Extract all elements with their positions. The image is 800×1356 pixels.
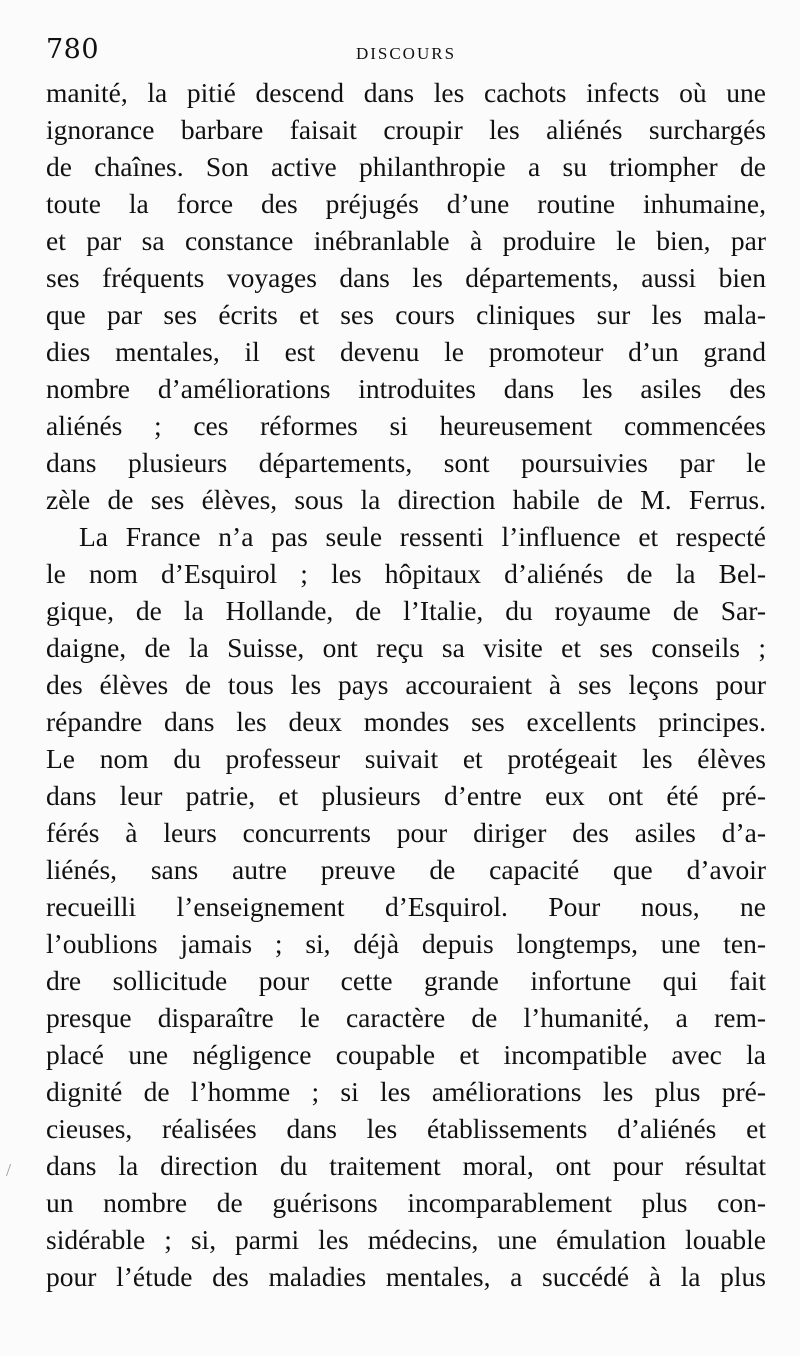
page-header [46, 34, 766, 74]
text-line: cieuses, réalisées dans les établissements d’aliénés et [46, 1113, 766, 1144]
text-line: et par sa constance inébranlable à produire le bien, par [46, 225, 766, 256]
text-line: ses fréquents voyages dans les départements, aussi bien [46, 262, 766, 293]
text-line: pour l’étude des maladies mentales, a succédé à la plus [46, 1261, 766, 1292]
text-line: le nom d’Esquirol ; les hôpitaux d’aliénés de la Bel- [46, 558, 766, 589]
text-line: ignorance barbare faisait croupir les aliénés surchargés [46, 114, 766, 145]
text-line: Le nom du professeur suivait et protégeait les élèves [46, 743, 766, 774]
text-line: liénés, sans autre preuve de capacité que d’avoir [46, 854, 766, 885]
text-line: des élèves de tous les pays accouraient à ses leçons pour [46, 669, 766, 700]
text-line: dans leur patrie, et plusieurs d’entre eux ont été pré- [46, 780, 766, 811]
text-line: dans la direction du traitement moral, ont pour résultat [46, 1150, 766, 1181]
body-text [46, 74, 766, 1295]
text-line: de chaînes. Son active philanthropie a su triompher de [46, 151, 766, 182]
text-line: férés à leurs concurrents pour diriger des asiles d’a- [46, 817, 766, 848]
running-head: DISCOURS [355, 44, 457, 63]
text-line: placé une négligence coupable et incompatible avec la [46, 1039, 766, 1070]
text-line: gique, de la Hollande, de l’Italie, du royaume de Sar- [46, 595, 766, 626]
text-line: toute la force des préjugés d’une routine inhumaine, [46, 188, 766, 219]
text-line: recueilli l’enseignement d’Esquirol. Pour nous, ne [46, 891, 766, 922]
text-line: daigne, de la Suisse, ont reçu sa visite et ses conseils ; [46, 632, 766, 663]
text-line: dans plusieurs départements, sont poursuivies par le [46, 447, 766, 478]
text-line: aliénés ; ces réformes si heureusement commencées [46, 410, 766, 441]
text-line: nombre d’améliorations introduites dans les asiles des [46, 373, 766, 404]
margin-mark: / [6, 1160, 12, 1180]
text-line: sidérable ; si, parmi les médecins, une émulation louable [46, 1224, 766, 1255]
text-line: manité, la pitié descend dans les cachots infects où une [46, 77, 766, 108]
text-line: dignité de l’homme ; si les améliorations les plus pré- [46, 1076, 766, 1107]
text-line: dre sollicitude pour cette grande infortune qui fait [46, 965, 766, 996]
text-line: La France n’a pas seule ressenti l’influence et respecté [79, 521, 766, 552]
text-line: zèle de ses élèves, sous la direction habile de M. Ferrus. [46, 484, 766, 515]
text-line: l’oublions jamais ; si, déjà depuis longtemps, une ten- [46, 928, 766, 959]
text-line: répandre dans les deux mondes ses excellents principes. [46, 706, 766, 737]
text-line: dies mentales, il est devenu le promoteur d’un grand [46, 336, 766, 367]
page-number: 780 [46, 34, 100, 65]
text-line: un nombre de guérisons incomparablement plus con- [46, 1187, 766, 1218]
text-line: que par ses écrits et ses cours cliniques sur les mala- [46, 299, 766, 330]
text-line: presque disparaître le caractère de l’humanité, a rem- [46, 1002, 766, 1033]
